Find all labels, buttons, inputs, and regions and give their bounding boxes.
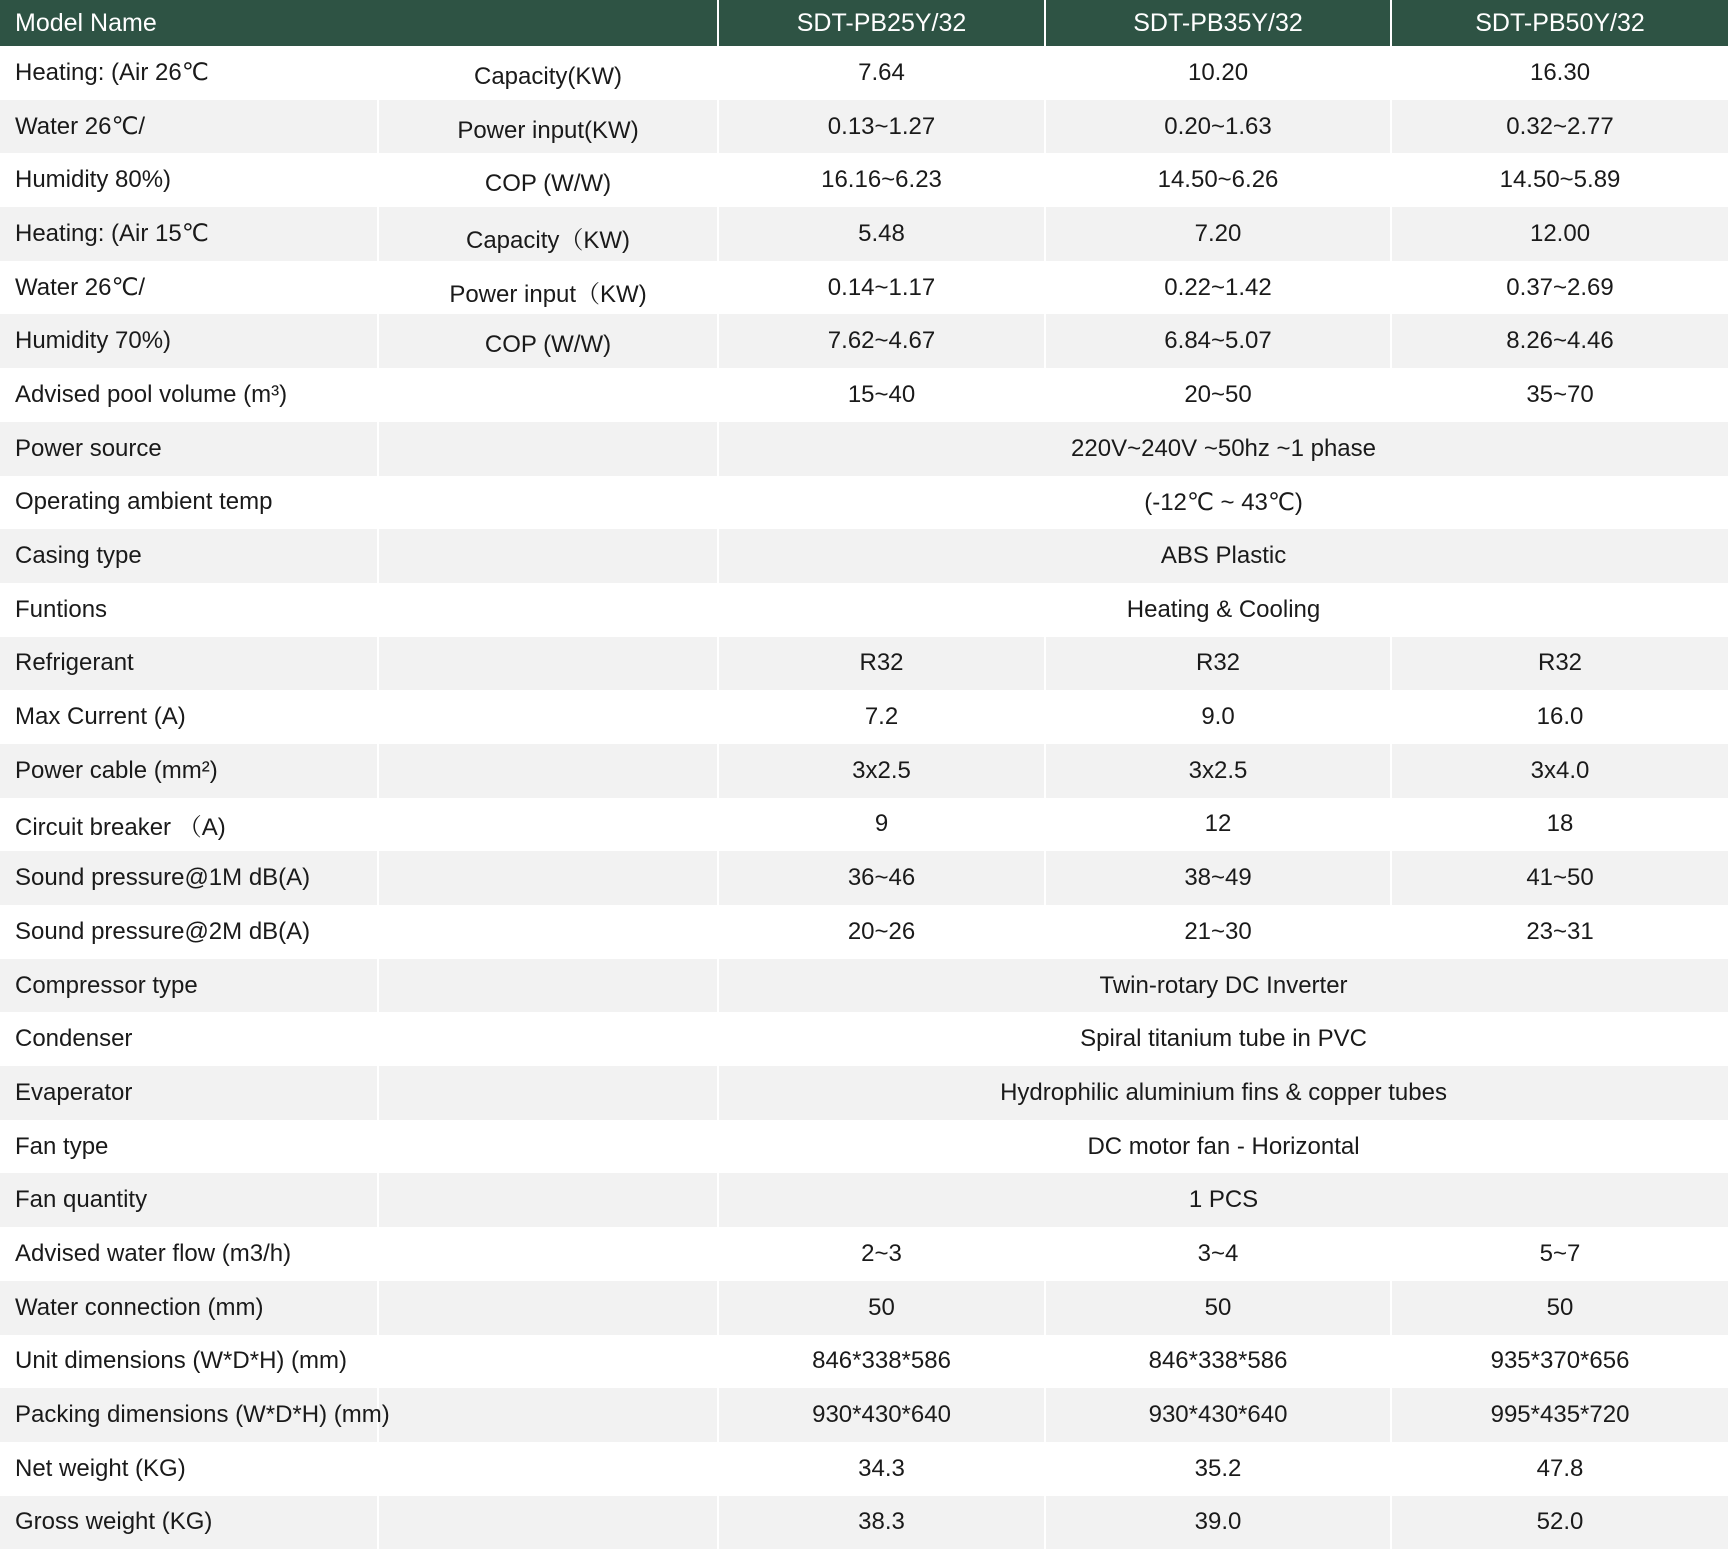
value-cell: 38~49 <box>1045 851 1391 905</box>
row-sublabel <box>378 1496 718 1549</box>
value-cell: 50 <box>1391 1281 1728 1335</box>
row-sublabel: Capacity(KW) <box>378 46 718 100</box>
value-cell: 9.0 <box>1045 690 1391 744</box>
row-label: Compressor type <box>0 959 378 1013</box>
value-cell: 23~31 <box>1391 905 1728 959</box>
row-sublabel <box>378 1442 718 1496</box>
value-cell: 935*370*656 <box>1391 1335 1728 1389</box>
row-label: Circuit breaker （A) <box>0 798 378 852</box>
value-cell: 12.00 <box>1391 207 1728 261</box>
row-label: Water 26℃/ <box>0 100 378 154</box>
table-row <box>0 207 1728 261</box>
row-label: Casing type <box>0 529 378 583</box>
value-cell: 16.16~6.23 <box>718 153 1045 207</box>
row-sublabel <box>378 905 718 959</box>
value-cell: 10.20 <box>1045 46 1391 100</box>
value-cell: 21~30 <box>1045 905 1391 959</box>
table-row <box>0 905 1728 959</box>
row-label: Evaperator <box>0 1066 378 1120</box>
table-row <box>0 1120 1728 1174</box>
value-cell: 7.64 <box>718 46 1045 100</box>
row-sublabel <box>378 1066 718 1120</box>
row-sublabel <box>378 1281 718 1335</box>
row-label: Heating: (Air 15℃ <box>0 207 378 261</box>
table-row <box>0 583 1728 637</box>
row-label: Power source <box>0 422 378 476</box>
table-row <box>0 1227 1728 1281</box>
table-row <box>0 368 1728 422</box>
row-label: Refrigerant <box>0 637 378 691</box>
shared-value-cell: 220V~240V ~50hz ~1 phase <box>718 422 1728 476</box>
value-cell: 7.20 <box>1045 207 1391 261</box>
row-label: Power cable (mm²) <box>0 744 378 798</box>
value-cell: 52.0 <box>1391 1496 1728 1549</box>
value-cell: R32 <box>1391 637 1728 691</box>
shared-value-cell: DC motor fan - Horizontal <box>718 1120 1728 1174</box>
value-cell: 5.48 <box>718 207 1045 261</box>
value-cell: 50 <box>1045 1281 1391 1335</box>
value-cell: 0.32~2.77 <box>1391 100 1728 154</box>
table-row <box>0 798 1728 852</box>
table-row <box>0 422 1728 476</box>
value-cell: 3x2.5 <box>1045 744 1391 798</box>
shared-value-cell: ABS Plastic <box>718 529 1728 583</box>
row-sublabel <box>378 1335 718 1389</box>
value-cell: 2~3 <box>718 1227 1045 1281</box>
row-sublabel <box>378 583 718 637</box>
value-cell: 20~26 <box>718 905 1045 959</box>
shared-value-cell: Spiral titanium tube in PVC <box>718 1012 1728 1066</box>
row-sublabel <box>378 476 718 530</box>
row-sublabel <box>378 1227 718 1281</box>
table-row <box>0 690 1728 744</box>
row-label: Gross weight (KG) <box>0 1496 378 1549</box>
row-label: Heating: (Air 26℃ <box>0 46 378 100</box>
table-row <box>0 1281 1728 1335</box>
row-sublabel <box>378 690 718 744</box>
value-cell: 3x4.0 <box>1391 744 1728 798</box>
value-cell: 5~7 <box>1391 1227 1728 1281</box>
row-label: Humidity 80%) <box>0 153 378 207</box>
table-row <box>0 261 1728 315</box>
table-row <box>0 529 1728 583</box>
row-sublabel <box>378 1173 718 1227</box>
row-sublabel: Power input（KW) <box>378 261 718 315</box>
table-row <box>0 959 1728 1013</box>
table-row <box>0 637 1728 691</box>
row-sublabel: COP (W/W) <box>378 153 718 207</box>
model-name-header: Model Name <box>0 0 718 46</box>
value-cell: 6.84~5.07 <box>1045 314 1391 368</box>
table-row <box>0 314 1728 368</box>
row-sublabel <box>378 637 718 691</box>
value-cell: 35.2 <box>1045 1442 1391 1496</box>
row-label: Fan type <box>0 1120 378 1174</box>
row-sublabel <box>378 368 718 422</box>
row-label: Operating ambient temp <box>0 476 378 530</box>
value-cell: 18 <box>1391 798 1728 852</box>
shared-value-cell: Hydrophilic aluminium fins & copper tubes <box>718 1066 1728 1120</box>
row-label: Unit dimensions (W*D*H) (mm) <box>0 1335 378 1389</box>
table-row <box>0 851 1728 905</box>
row-label: Water 26℃/ <box>0 261 378 315</box>
table-row <box>0 1335 1728 1389</box>
row-sublabel <box>378 1388 718 1442</box>
row-label: Packing dimensions (W*D*H) (mm) <box>0 1388 378 1442</box>
row-sublabel: COP (W/W) <box>378 314 718 368</box>
value-cell: 3x2.5 <box>718 744 1045 798</box>
value-cell: 846*338*586 <box>718 1335 1045 1389</box>
model-header: SDT-PB25Y/32 <box>718 0 1045 46</box>
table-row <box>0 744 1728 798</box>
row-label: Sound pressure@2M dB(A) <box>0 905 378 959</box>
value-cell: 38.3 <box>718 1496 1045 1549</box>
table-row <box>0 476 1728 530</box>
value-cell: 50 <box>718 1281 1045 1335</box>
row-sublabel <box>378 422 718 476</box>
value-cell: 47.8 <box>1391 1442 1728 1496</box>
row-sublabel <box>378 959 718 1013</box>
value-cell: 39.0 <box>1045 1496 1391 1549</box>
row-sublabel <box>378 529 718 583</box>
table-row <box>0 46 1728 100</box>
value-cell: 14.50~5.89 <box>1391 153 1728 207</box>
table-row <box>0 153 1728 207</box>
value-cell: 16.0 <box>1391 690 1728 744</box>
table-row <box>0 1388 1728 1442</box>
value-cell: 16.30 <box>1391 46 1728 100</box>
value-cell: 0.37~2.69 <box>1391 261 1728 315</box>
row-label: Humidity 70%) <box>0 314 378 368</box>
value-cell: R32 <box>718 637 1045 691</box>
value-cell: R32 <box>1045 637 1391 691</box>
row-label: Max Current (A) <box>0 690 378 744</box>
model-header: SDT-PB50Y/32 <box>1391 0 1728 46</box>
row-label: Sound pressure@1M dB(A) <box>0 851 378 905</box>
table-row <box>0 100 1728 154</box>
table-row <box>0 1012 1728 1066</box>
row-sublabel <box>378 851 718 905</box>
value-cell: 995*435*720 <box>1391 1388 1728 1442</box>
model-header: SDT-PB35Y/32 <box>1045 0 1391 46</box>
value-cell: 14.50~6.26 <box>1045 153 1391 207</box>
row-label: Advised pool volume (m³) <box>0 368 378 422</box>
value-cell: 930*430*640 <box>718 1388 1045 1442</box>
row-sublabel <box>378 798 718 852</box>
value-cell: 15~40 <box>718 368 1045 422</box>
row-sublabel <box>378 1120 718 1174</box>
value-cell: 12 <box>1045 798 1391 852</box>
shared-value-cell: Heating & Cooling <box>718 583 1728 637</box>
table-row <box>0 1442 1728 1496</box>
value-cell: 3~4 <box>1045 1227 1391 1281</box>
value-cell: 20~50 <box>1045 368 1391 422</box>
row-label: Advised water flow (m3/h) <box>0 1227 378 1281</box>
row-label: Funtions <box>0 583 378 637</box>
value-cell: 34.3 <box>718 1442 1045 1496</box>
row-label: Net weight (KG) <box>0 1442 378 1496</box>
value-cell: 8.26~4.46 <box>1391 314 1728 368</box>
row-sublabel <box>378 744 718 798</box>
value-cell: 7.2 <box>718 690 1045 744</box>
value-cell: 7.62~4.67 <box>718 314 1045 368</box>
row-sublabel <box>378 1012 718 1066</box>
value-cell: 0.22~1.42 <box>1045 261 1391 315</box>
row-sublabel: Capacity（KW) <box>378 207 718 261</box>
value-cell: 0.20~1.63 <box>1045 100 1391 154</box>
row-label: Water connection (mm) <box>0 1281 378 1335</box>
table-row <box>0 1173 1728 1227</box>
value-cell: 35~70 <box>1391 368 1728 422</box>
value-cell: 9 <box>718 798 1045 852</box>
row-label: Fan quantity <box>0 1173 378 1227</box>
shared-value-cell: Twin-rotary DC Inverter <box>718 959 1728 1013</box>
value-cell: 0.14~1.17 <box>718 261 1045 315</box>
value-cell: 0.13~1.27 <box>718 100 1045 154</box>
value-cell: 41~50 <box>1391 851 1728 905</box>
row-sublabel: Power input(KW) <box>378 100 718 154</box>
header-row <box>0 0 1728 46</box>
shared-value-cell: 1 PCS <box>718 1173 1728 1227</box>
shared-value-cell: (-12℃ ~ 43℃) <box>718 476 1728 530</box>
table-row <box>0 1496 1728 1549</box>
value-cell: 930*430*640 <box>1045 1388 1391 1442</box>
table-row <box>0 1066 1728 1120</box>
value-cell: 36~46 <box>718 851 1045 905</box>
row-label: Condenser <box>0 1012 378 1066</box>
value-cell: 846*338*586 <box>1045 1335 1391 1389</box>
